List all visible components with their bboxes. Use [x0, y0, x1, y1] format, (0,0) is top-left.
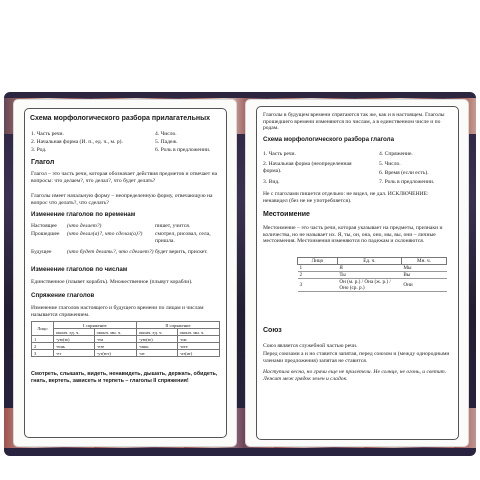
- table-subheader: оконч. ед. ч.: [136, 329, 177, 336]
- left-content-frame: [24, 108, 227, 438]
- right-page: [246, 100, 468, 446]
- scheme-item: 1. Часть речи.: [31, 131, 64, 137]
- table-row: [298, 272, 447, 279]
- table-subheader: оконч. мн. ч.: [94, 329, 136, 336]
- table-header: II спряжение: [136, 322, 219, 329]
- tense-label: Будущее: [31, 249, 52, 255]
- table-cell: -ете: [94, 343, 136, 350]
- table-row: [298, 265, 447, 272]
- tense-heading: Изменение глаголов по временам: [31, 211, 136, 218]
- scheme-item: 1. Часть речи.: [263, 151, 296, 157]
- scheme-item: 3. Род.: [31, 147, 47, 153]
- table-row: [32, 336, 220, 343]
- pronoun-table: [297, 257, 447, 292]
- table-cell: -ат(ят): [177, 350, 219, 357]
- table-cell: Я: [337, 265, 401, 272]
- table-row: [32, 343, 220, 350]
- tense-question: (что будет делать?, что сделает?): [67, 249, 154, 255]
- scheme-item: 6. Роль в предложении.: [155, 147, 211, 153]
- tense-question: (что делает?): [67, 223, 102, 229]
- conjugation-heading: Спряжение глаголов: [31, 292, 95, 299]
- table-row: [298, 279, 447, 292]
- table-cell: -ую(ю): [136, 336, 177, 343]
- table-cell: Они: [401, 279, 446, 292]
- table-cell: -ем: [94, 336, 136, 343]
- table-cell: 1: [298, 265, 338, 272]
- conjugation-text: Изменение глаголов настоящего и будущего времени по лицам и числам называется спряжением.: [31, 305, 204, 318]
- table-cell: -ишь: [136, 343, 177, 350]
- table-cell: -ит: [136, 350, 177, 357]
- verb-heading: Глагол: [31, 159, 55, 166]
- table-cell: Вы: [401, 272, 446, 279]
- scheme-item: 5. Число.: [379, 161, 401, 167]
- table-row: [32, 350, 220, 357]
- table-header: Мн. ч.: [401, 258, 446, 265]
- pronoun-definition: Местоимение – это часть речи, которая указывает на предметы, признаки и количества, но не называет их. Я, ты, он, она, оно, мы, вы, они – личные местоимения. Местоимения изменяются по падежам и склоняются.: [263, 225, 443, 245]
- table-cell: 2: [32, 343, 54, 350]
- table-subheader: оконч. мн. ч.: [177, 329, 219, 336]
- tense-label: Настоящее: [31, 223, 57, 229]
- table-cell: -им: [177, 336, 219, 343]
- scheme-item: 4. Число.: [155, 131, 177, 137]
- adjective-scheme-title: Схема морфологического разбора прилагательных: [30, 115, 211, 122]
- tense-example: пишет, учится.: [155, 223, 191, 229]
- tense-question: (что делал(а)?, что сделал(а)?): [67, 231, 143, 237]
- pronoun-heading: Местоимение: [263, 211, 310, 218]
- table-header: Лицо: [298, 258, 338, 265]
- table-header: Ед. ч.: [337, 258, 401, 265]
- table-cell: -ите: [177, 343, 219, 350]
- number-text: Единственное (плывет кораблъ). Множественное (плывут корабли).: [31, 279, 193, 285]
- table-cell: 2: [298, 272, 338, 279]
- table-cell: -ет: [53, 350, 94, 357]
- conjugation-exceptions: Смотреть, слышать, видеть, ненавидеть, дышать, держать, обидеть, гнать, вертеть, зависеть и терпеть – глаголы II спряжения!: [31, 371, 218, 384]
- scheme-item: 7. Роль в предложении.: [379, 179, 435, 185]
- scheme-item: 3. Вид.: [263, 179, 280, 185]
- verb-initial-form: Глаголы имеет начальную форму – неопределенную форму, отвечающую на вопрос что делать?, что сделать?: [31, 193, 213, 206]
- table-cell: -ут(ют): [94, 350, 136, 357]
- table-cell: Ты: [337, 272, 401, 279]
- table-cell: 3: [298, 279, 338, 292]
- conjunction-heading: Союз: [263, 327, 282, 334]
- left-page: [14, 100, 236, 446]
- conjugation-table: [31, 321, 220, 357]
- table-cell: -ешь: [53, 343, 94, 350]
- conjunction-comma-rule: Перед союзами а и но ставится запятая, перед союзом и (между однородными членами предложения) запятая не ставится.: [263, 351, 450, 364]
- scheme-item: 5. Падеж.: [155, 139, 178, 145]
- tense-example: будет верить, прискет.: [155, 249, 208, 255]
- scheme-item: 2. Начальная форма (И. п., ед. ч., м. р).: [31, 139, 123, 145]
- right-content-frame: [256, 106, 459, 440]
- verb-definition: Глагол – это часть речи, которая обозначает действия предметов и отвечает на вопросы: что делаем?, что делал?, что будет делать?: [31, 171, 218, 184]
- tense-label: Прошедшее: [31, 231, 60, 237]
- table-header: Лицо: [32, 322, 54, 336]
- scheme-item: 6. Время (если есть).: [379, 170, 429, 176]
- conjunction-examples: Наступила весна, но грачи еще не прилетели. Не солнце, не огонь, и светит. Лежит меж грядок зелен и сладок.: [263, 369, 447, 382]
- table-header: I спряжение: [53, 322, 136, 329]
- future-past-note: Глаголы в будущем времени спрягаются так же, как и в настоящем. Глаголы прошедшего времени изменяются по числам, а в единственном числе и по родам.: [263, 112, 445, 132]
- ne-rule: Не с глаголами пишется отдельно: не видел, не дал. ИСКЛЮЧЕНИЕ: ненавидел (без не не употребляется).: [263, 191, 429, 204]
- number-heading: Изменение глаголов по числам: [31, 266, 128, 273]
- verb-scheme-title: Схема морфологического разбора глагола: [263, 136, 395, 143]
- table-cell: Мы: [401, 265, 446, 272]
- scheme-item: 4. Спряжение.: [379, 151, 413, 157]
- scheme-item: 2. Начальная форма (неопределенная форма).: [263, 161, 352, 174]
- table-subheader: оконч. ед. ч.: [53, 329, 94, 336]
- table-cell: -ую(ю): [53, 336, 94, 343]
- tense-example: смотрел, рисовал, села, пришла.: [155, 231, 211, 244]
- table-cell: 1: [32, 336, 54, 343]
- table-cell: 3: [32, 350, 54, 357]
- conjunction-text: Союз является служебной частью речи.: [263, 343, 358, 349]
- table-cell: Он (м. р.) / Она (ж. р.) / Оно (ср. р.): [337, 279, 401, 292]
